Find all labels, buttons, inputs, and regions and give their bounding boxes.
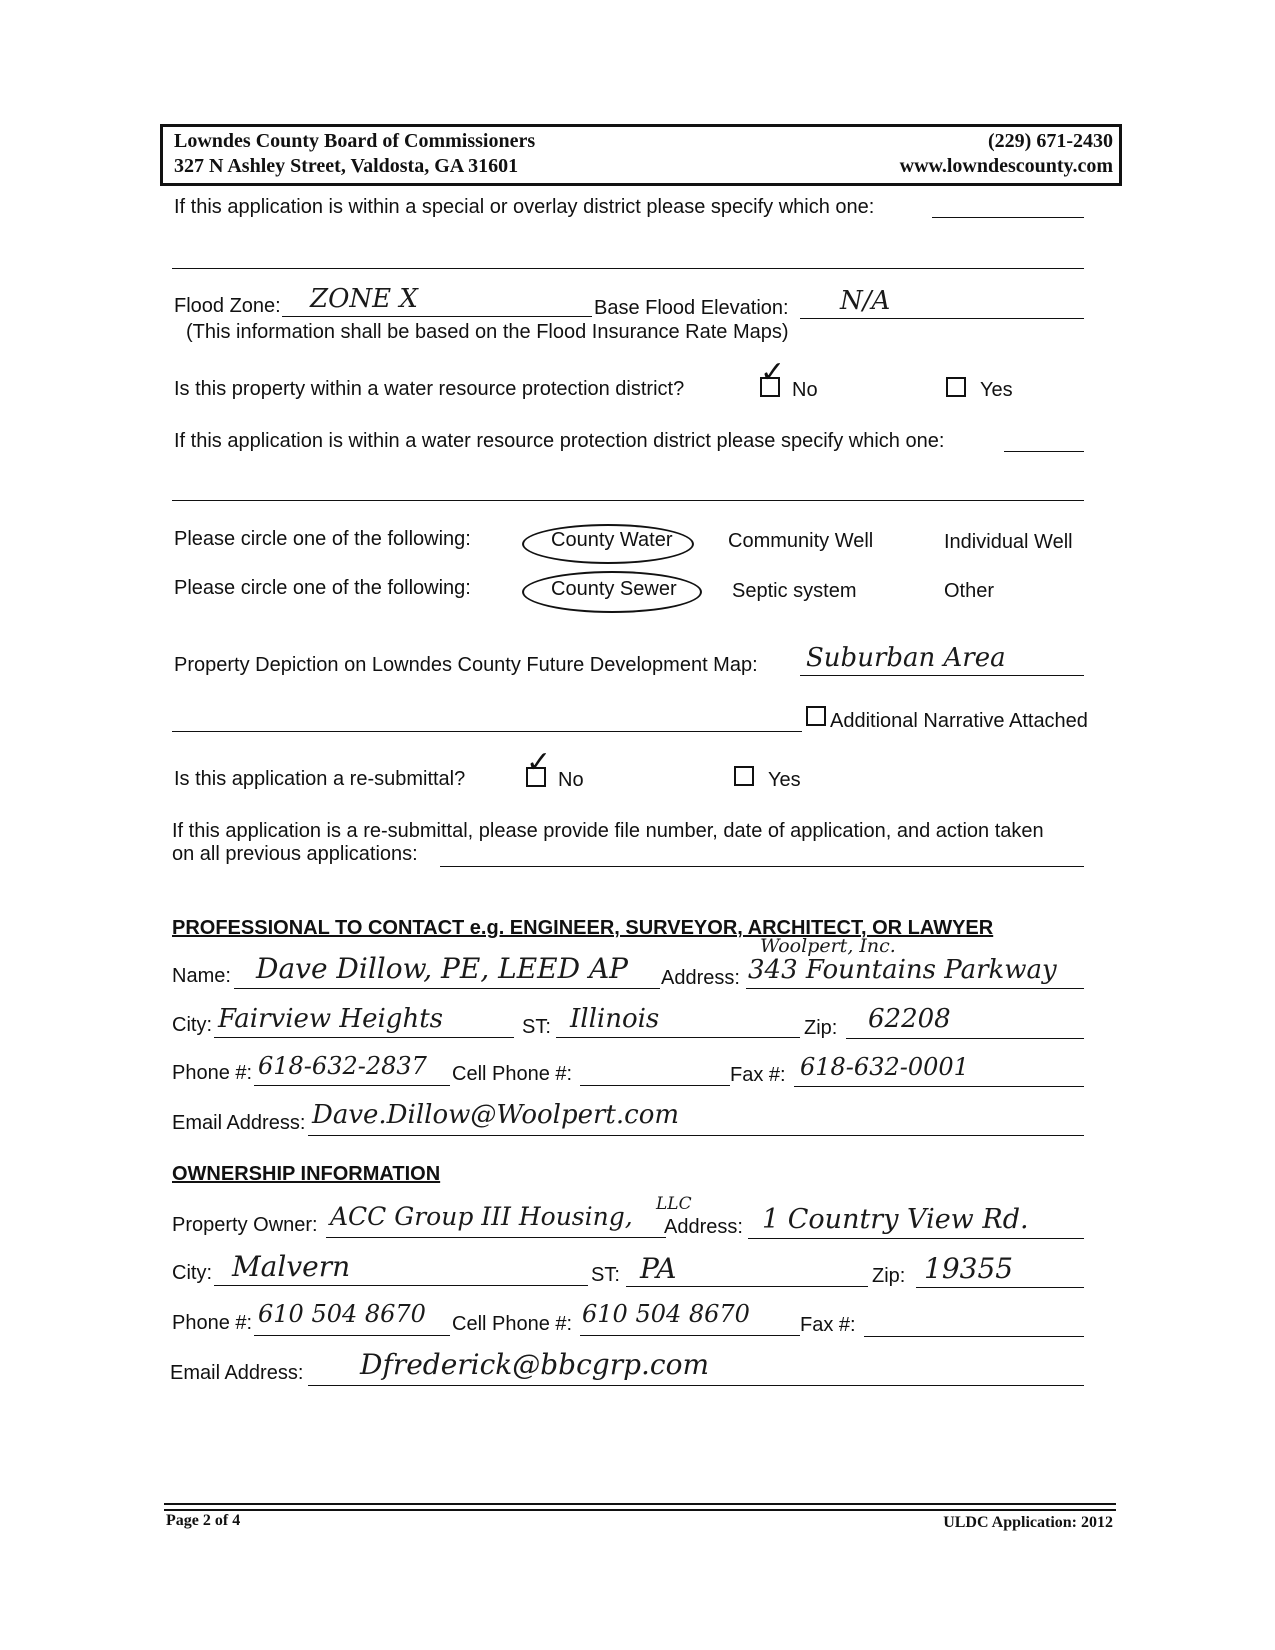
bfe-value: N/A	[840, 286, 891, 316]
pro-fax-field[interactable]	[794, 1086, 1084, 1087]
pro-city-value: Fairview Heights	[218, 1004, 443, 1034]
sewer-option-septic[interactable]: Septic system	[732, 580, 857, 602]
owner-city-field[interactable]	[214, 1285, 588, 1286]
pro-address-label: Address:	[661, 967, 740, 989]
sewer-option-county[interactable]: County Sewer	[551, 578, 677, 600]
pro-cell-field[interactable]	[580, 1085, 730, 1086]
owner-st-field[interactable]	[626, 1286, 868, 1287]
resubmittal-info-line2: on all previous applications:	[172, 843, 418, 865]
sewer-option-other[interactable]: Other	[944, 580, 995, 602]
water-option-county[interactable]: County Water	[551, 529, 673, 551]
water-option-individual-well[interactable]: Individual Well	[944, 531, 1073, 553]
narrative-line[interactable]	[172, 731, 802, 732]
footer-form: ULDC Application: 2012	[943, 1514, 1113, 1531]
owner-phone-value: 610 504 8670	[258, 1300, 426, 1328]
owner-value: ACC Group III Housing,	[330, 1202, 633, 1231]
bfe-label: Base Flood Elevation:	[594, 297, 789, 319]
owner-zip-value: 19355	[924, 1252, 1014, 1285]
water-source-prompt: Please circle one of the following:	[174, 528, 471, 550]
owner-zip-field[interactable]	[916, 1287, 1084, 1288]
owner-email-label: Email Address:	[170, 1362, 304, 1384]
future-map-value: Suburban Area	[806, 643, 1006, 673]
pro-address-value: 343 Fountains Parkway	[748, 955, 1057, 985]
checkmark-icon: ✓	[526, 745, 552, 780]
owner-cell-value: 610 504 8670	[582, 1300, 750, 1328]
owner-cell-field[interactable]	[580, 1335, 800, 1336]
pro-st-field[interactable]	[556, 1037, 800, 1038]
resubmittal-info-field[interactable]	[440, 866, 1084, 867]
flood-zone-value: ZONE X	[310, 284, 418, 314]
water-district-no-label: No	[792, 379, 818, 401]
owner-suffix: LLC	[656, 1194, 692, 1214]
water-district-field[interactable]	[1004, 451, 1084, 452]
pro-city-field[interactable]	[214, 1037, 514, 1038]
water-district-field-line2[interactable]	[172, 500, 1084, 501]
owner-st-label: ST:	[591, 1264, 620, 1286]
owner-email-field[interactable]	[308, 1385, 1084, 1386]
owner-address-field[interactable]	[748, 1238, 1084, 1239]
future-map-label: Property Depiction on Lowndes County Future Development Map:	[174, 654, 758, 676]
owner-zip-label: Zip:	[872, 1265, 906, 1287]
pro-zip-value: 62208	[868, 1004, 951, 1034]
owner-city-label: City:	[172, 1262, 212, 1284]
resubmittal-no-label: No	[558, 769, 584, 791]
footer-rule	[164, 1503, 1116, 1511]
resubmittal-yes-label: Yes	[768, 769, 801, 791]
owner-st-value: PA	[640, 1252, 677, 1285]
water-option-community-well[interactable]: Community Well	[728, 530, 874, 552]
pro-name-label: Name:	[172, 965, 231, 987]
pro-name-value: Dave Dillow, PE, LEED AP	[256, 952, 629, 985]
owner-city-value: Malvern	[232, 1250, 351, 1283]
org-phone: (229) 671-2430	[988, 130, 1113, 152]
org-website: www.lowndescounty.com	[899, 155, 1113, 177]
pro-name-field[interactable]	[234, 988, 660, 989]
pro-zip-label: Zip:	[804, 1017, 838, 1039]
owner-phone-field[interactable]	[254, 1335, 450, 1336]
pro-company-value: Woolpert, Inc.	[760, 935, 896, 957]
pro-st-label: ST:	[522, 1016, 551, 1038]
pro-email-value: Dave.Dillow@Woolpert.com	[312, 1100, 680, 1130]
resubmittal-question: Is this application a re-submittal?	[174, 768, 466, 790]
pro-zip-field[interactable]	[846, 1038, 1084, 1039]
pro-email-label: Email Address:	[172, 1112, 306, 1134]
pro-cell-label: Cell Phone #:	[452, 1063, 573, 1085]
future-map-field[interactable]	[800, 675, 1084, 676]
flood-zone-field[interactable]	[282, 316, 592, 317]
pro-phone-label: Phone #:	[172, 1062, 253, 1084]
checkmark-icon: ✓	[760, 355, 786, 390]
resubmittal-info-line1: If this application is a re-submittal, please provide file number, date of application, and action taken	[172, 820, 1044, 842]
water-district-specify-label: If this application is within a water resource protection district please specify which one:	[174, 430, 945, 452]
resubmittal-yes-checkbox[interactable]	[734, 766, 754, 786]
org-name: Lowndes County Board of Commissioners	[174, 130, 536, 152]
owner-fax-field[interactable]	[864, 1336, 1084, 1337]
pro-fax-value: 618-632-0001	[800, 1053, 969, 1081]
pro-fax-label: Fax #:	[730, 1064, 786, 1086]
narrative-label: Additional Narrative Attached	[830, 710, 1088, 732]
sewer-prompt: Please circle one of the following:	[174, 577, 471, 599]
owner-email-value: Dfrederick@bbcgrp.com	[360, 1348, 710, 1381]
narrative-checkbox[interactable]	[806, 706, 826, 726]
water-district-question: Is this property within a water resource protection district?	[174, 378, 685, 400]
pro-phone-field[interactable]	[254, 1085, 450, 1086]
professional-heading: PROFESSIONAL TO CONTACT e.g. ENGINEER, SURVEYOR, ARCHITECT, OR LAWYER	[172, 917, 994, 939]
ownership-heading: OWNERSHIP INFORMATION	[172, 1163, 441, 1185]
owner-address-value: 1 Country View Rd.	[762, 1204, 1029, 1235]
pro-phone-value: 618-632-2837	[258, 1052, 427, 1080]
overlay-field-line2[interactable]	[172, 268, 1084, 269]
footer-page: Page 2 of 4	[166, 1512, 241, 1529]
bfe-field[interactable]	[800, 318, 1084, 319]
org-street: 327 N Ashley Street, Valdosta, GA 31601	[174, 155, 519, 177]
pro-st-value: Illinois	[570, 1004, 660, 1034]
flood-zone-label: Flood Zone:	[174, 295, 281, 317]
owner-label: Property Owner:	[172, 1214, 318, 1236]
owner-cell-label: Cell Phone #:	[452, 1313, 573, 1335]
pro-address-field[interactable]	[746, 988, 1084, 989]
pro-email-field[interactable]	[308, 1135, 1084, 1136]
owner-field[interactable]	[326, 1237, 666, 1238]
water-district-yes-checkbox[interactable]	[946, 377, 966, 397]
owner-address-label: Address:	[664, 1216, 743, 1238]
flood-note: (This information shall be based on the Flood Insurance Rate Maps)	[186, 321, 789, 343]
pro-city-label: City:	[172, 1014, 212, 1036]
owner-phone-label: Phone #:	[172, 1312, 253, 1334]
overlay-field[interactable]	[932, 217, 1084, 218]
owner-fax-label: Fax #:	[800, 1314, 856, 1336]
overlay-label: If this application is within a special or overlay district please specify which one:	[174, 196, 875, 218]
water-district-yes-label: Yes	[980, 379, 1013, 401]
